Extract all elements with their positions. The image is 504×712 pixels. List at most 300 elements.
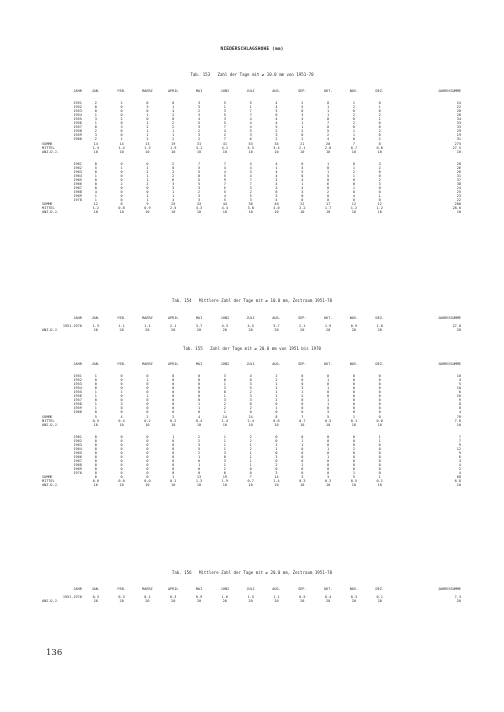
table-cell: 0.0 (92, 479, 99, 484)
table-cell: 0 (223, 390, 226, 395)
table-cell: 2 (223, 406, 226, 411)
table-cell: MAERZ (142, 89, 153, 93)
table-cell: 2 (352, 113, 355, 118)
table-cell: 9 (458, 442, 461, 447)
table-cell: 4 (223, 129, 226, 134)
table-cell: 1 (223, 382, 226, 387)
table-cell: 0 (172, 446, 175, 451)
table-cell: 6 (458, 390, 461, 395)
table-cell: 0 (352, 467, 355, 472)
table-cell: 0 (352, 189, 355, 194)
table-cell: OKT. (323, 362, 333, 366)
table-cell: 4 (301, 177, 304, 182)
table-cell: 3 (223, 117, 226, 122)
table-cell: 1 (94, 198, 97, 203)
table-cell: 1 (352, 165, 355, 170)
table-cell: 6 (120, 129, 123, 134)
table-cell: JAHRESSUMME (437, 89, 461, 93)
table-cell: 1 (172, 434, 175, 439)
row-label-cell: 1969 (73, 467, 82, 472)
row-label-cell: 1964 (73, 173, 82, 178)
table-cell: 0.5 (92, 418, 99, 423)
table-cell: 20 (196, 328, 202, 333)
table-cell: 3 (223, 374, 226, 379)
table-cell: 0 (197, 390, 201, 395)
table-cell: 0 (120, 386, 123, 391)
table-cell: 7 (197, 161, 201, 166)
table-cell: 3.8 (247, 206, 254, 211)
table-cell: 10 (145, 483, 150, 488)
table-cell: FEB. (117, 316, 126, 320)
table-cell: 0 (120, 394, 123, 399)
table-cell: 7.8 (454, 418, 461, 423)
table-cell: 4 (275, 121, 278, 126)
table-cell: 0 (197, 378, 201, 383)
table-cell: 0 (146, 161, 149, 166)
table-cell: 1 (275, 442, 278, 447)
row-label-cell: 1956 (73, 121, 82, 126)
table-cell: 24 (248, 414, 253, 419)
tab156-body (42, 587, 467, 603)
table-cell: 2 (223, 133, 226, 138)
table-cell: 0 (301, 446, 304, 451)
row-label-cell: 1955 (73, 117, 82, 122)
table-cell: 1 (378, 117, 381, 122)
table-cell: 5 (197, 169, 201, 174)
table-cell: 0 (120, 398, 123, 403)
table-cell: 2 (197, 434, 201, 439)
row-label-cell: 1961 (73, 161, 82, 166)
table-cell: 2 (352, 121, 355, 126)
table-cell: 2 (301, 394, 304, 399)
table-cell: 0 (94, 458, 97, 463)
table-cell: 1 (352, 101, 355, 106)
table-cell: 10 (377, 422, 382, 427)
table-cell: 7 (223, 137, 226, 142)
table-cell: 0 (327, 382, 330, 387)
table-cell: 19 (456, 133, 461, 138)
table-cell: 2 (197, 189, 201, 194)
table-cell: 0 (94, 446, 97, 451)
table-cell: 10 (93, 149, 98, 154)
table-cell: 3 (301, 165, 304, 170)
table-cell: 4 (223, 165, 226, 170)
table-cell: 0 (94, 467, 97, 472)
table-cell: 1 (94, 394, 97, 399)
table-cell: 2 (249, 434, 252, 439)
table-cell: 25 (171, 202, 176, 207)
row-label-cell: 1969 (73, 194, 82, 199)
table-cell: 2 (275, 374, 278, 379)
table-cell: 20 (351, 599, 357, 604)
table-cell: 0 (378, 450, 381, 455)
table-cell: 0 (378, 446, 381, 451)
table-cell: 0 (249, 410, 252, 415)
table-cell: 41 (222, 141, 227, 146)
table-cell: 0.9 (195, 595, 203, 600)
table-cell: JAHRESSUMME (437, 587, 461, 591)
table-cell: 0 (378, 382, 381, 387)
table-cell: 4 (458, 458, 461, 463)
table-cell: JAHRESSUMME (437, 362, 461, 366)
row-label-cell: ANZ.D.J. (42, 483, 59, 488)
table-cell: 4 (120, 414, 123, 419)
tab153-body (42, 89, 467, 214)
table-cell: 0 (120, 374, 123, 379)
table-cell: 10 (274, 422, 279, 427)
table-cell: 4 (249, 165, 252, 170)
table-cell: 0 (120, 161, 123, 166)
table-cell: 10 (93, 210, 98, 215)
table-cell: 0 (301, 398, 304, 403)
table-cell: 0 (146, 475, 149, 480)
table-cell: 8 (458, 406, 461, 411)
table-cell: 0 (146, 386, 149, 391)
table-cell: 24 (456, 101, 461, 106)
row-label-cell: MITTEL (42, 145, 55, 150)
table-cell: 4 (275, 198, 278, 203)
table-cell: 0 (120, 382, 123, 387)
table-cell: 1.9 (324, 324, 332, 329)
table-cell: 23 (456, 194, 461, 199)
table-cell: 5 (275, 125, 278, 130)
table-cell: 13 (145, 141, 150, 146)
table-cell: 4 (275, 181, 278, 186)
table-cell: 0 (352, 382, 355, 387)
table-cell: 5 (458, 382, 461, 387)
table-cell: 1 (352, 133, 355, 138)
table-cell: 1 (120, 137, 123, 142)
row-label-cell: 1951 (73, 374, 82, 379)
table-cell: 10 (222, 149, 227, 154)
table-cell: 3 (120, 125, 123, 130)
table-cell: 0 (197, 374, 201, 379)
table-cell: 0 (327, 374, 330, 379)
table-cell: 0 (172, 438, 175, 443)
table-cell: 0 (378, 198, 381, 203)
table-cell: FEB. (117, 362, 126, 366)
table-cell: JUNI (220, 362, 230, 366)
table-cell: 20 (222, 599, 227, 604)
table-cell: 8 (197, 173, 201, 178)
table-cell: 34 (456, 117, 461, 122)
tab153-table (42, 89, 467, 214)
table-cell: 10 (325, 210, 331, 215)
table-cell: 5 (223, 173, 226, 178)
table-cell: 0 (301, 133, 304, 138)
table-cell: 0 (352, 109, 355, 114)
table-cell: APRIL (167, 316, 179, 320)
table-cell: 0.7 (299, 418, 306, 423)
table-cell: 0 (172, 442, 175, 447)
table-cell: 0 (94, 169, 97, 174)
row-label-cell: 1960 (73, 410, 82, 415)
table-cell: 0.3 (324, 479, 332, 484)
table-cell: 20 (325, 599, 331, 604)
table-cell: 4 (327, 137, 330, 142)
table-cell: 3 (327, 475, 330, 480)
table-cell: 1.3 (144, 145, 151, 150)
table-cell: 7 (301, 414, 304, 419)
table-cell: 0.5 (299, 595, 306, 600)
table-cell: 2 (172, 137, 175, 142)
table-cell: 1 (301, 390, 304, 395)
table-cell: 3 (378, 161, 381, 166)
table-cell: 0.4 (118, 418, 125, 423)
table-cell: 10 (300, 483, 305, 488)
table-cell: 0 (94, 471, 97, 476)
table-cell: NOV. (349, 362, 359, 366)
table-cell: 0 (301, 458, 304, 463)
row-label-cell: 1970 (73, 198, 82, 203)
table-cell: 5 (301, 105, 304, 110)
table-cell: 28 (456, 161, 461, 166)
table-cell: 0 (378, 374, 381, 379)
table-row (42, 599, 467, 603)
table-cell: 0 (378, 398, 381, 403)
table-cell: 0 (378, 394, 381, 399)
table-cell: MAERZ (142, 587, 153, 591)
table-cell: 0 (352, 390, 355, 395)
table-cell: 1 (327, 169, 330, 174)
table-cell: 0 (378, 173, 381, 178)
row-label-cell: SUMME (42, 141, 53, 146)
table-cell: SEP. (298, 362, 307, 366)
table-cell: 29 (456, 129, 461, 134)
table-cell: 0 (120, 442, 123, 447)
table-cell: 8 (378, 141, 381, 146)
table-cell: 0 (146, 382, 149, 387)
table-cell: 20 (145, 328, 150, 333)
table-cell: 1.7 (324, 206, 332, 211)
table-cell: 5 (249, 101, 252, 106)
table-cell: 0 (197, 410, 201, 415)
table-cell: 4 (275, 101, 278, 106)
table-cell: 0 (120, 185, 123, 190)
table-cell: 5 (249, 386, 252, 391)
table-cell: 0 (146, 450, 149, 455)
table-cell: 3 (197, 101, 201, 106)
table-cell: 4 (197, 414, 201, 419)
row-label-cell: 1951 (73, 101, 82, 106)
table-cell: 3 (275, 133, 278, 138)
table-cell: 2 (327, 133, 330, 138)
table-cell: 0.0 (144, 479, 151, 484)
table-cell: 53 (248, 141, 253, 146)
table-cell: 0 (378, 462, 381, 467)
table-cell: 1 (197, 462, 201, 467)
table-cell: 1 (301, 181, 304, 186)
table-cell: 0 (146, 185, 149, 190)
table-cell: 10 (248, 149, 253, 154)
table-cell: 1 (327, 378, 330, 383)
table-cell: 20 (325, 328, 331, 333)
table-cell: 0 (301, 109, 304, 114)
table-cell: 1 (249, 462, 252, 467)
table-cell: 6.8 (454, 479, 461, 484)
table-cell: 2 (301, 137, 304, 142)
table-cell: 2 (378, 137, 381, 142)
table-cell: 0 (275, 450, 278, 455)
table-cell: OKT. (323, 587, 333, 591)
table-cell: 0 (352, 398, 355, 403)
table-cell: 20 (248, 599, 253, 604)
table-row (42, 328, 467, 332)
table-cell: 0 (327, 101, 330, 106)
table-cell: DEZ. (375, 89, 384, 93)
table-cell: 5 (327, 129, 330, 134)
table-cell: 10 (456, 394, 461, 399)
table-cell: 0 (327, 194, 330, 199)
table-cell: 2 (352, 169, 355, 174)
row-label-cell: 1968 (73, 462, 82, 467)
table-cell: 0 (172, 471, 175, 476)
table-cell: 3 (197, 105, 201, 110)
table-cell: 2 (249, 438, 252, 443)
table-cell: 3 (301, 113, 304, 118)
table-cell: 0 (172, 398, 175, 403)
table-cell: 4 (275, 117, 278, 122)
table-cell: 10 (171, 210, 176, 215)
table-cell: 7 (223, 125, 226, 130)
table-cell: 1 (223, 442, 226, 447)
table-cell: 1 (94, 374, 97, 379)
table-cell: 1 (146, 133, 149, 138)
table-cell: 19 (222, 475, 227, 480)
table-cell: 0.7 (350, 145, 358, 150)
table-cell: 0 (172, 386, 175, 391)
table-cell: 0 (172, 378, 175, 383)
table-cell: 5 (223, 185, 226, 190)
table-cell: 6 (249, 137, 252, 142)
table-cell: 0 (378, 414, 381, 419)
table-cell: 1 (197, 406, 201, 411)
table-cell: 0.3 (299, 479, 306, 484)
row-label-cell: ANZ.D.J. (42, 149, 59, 154)
table-cell: 3 (249, 394, 252, 399)
table-cell: 1 (275, 390, 278, 395)
table-cell: 1 (327, 109, 330, 114)
table-cell: 2 (172, 173, 175, 178)
table-cell: 10 (300, 422, 305, 427)
table-cell: 0.8 (273, 418, 280, 423)
row-label-cell: ANZ.D.J. (42, 328, 59, 333)
row-label-cell: JAHR (73, 362, 82, 366)
table-cell: 0 (146, 462, 149, 467)
table-cell: 3.1 (195, 145, 203, 150)
table-cell: 10 (456, 422, 461, 427)
table-cell: 0 (352, 458, 355, 463)
table-cell: 43 (196, 202, 202, 207)
table-cell: 4 (172, 109, 175, 114)
summary-row (42, 210, 467, 214)
table-cell: FEB. (117, 587, 126, 591)
table-cell: 0 (94, 434, 97, 439)
table-cell: 10 (119, 483, 124, 488)
table-cell: 0 (120, 462, 123, 467)
table-cell: 5 (223, 189, 226, 194)
table-cell: 275 (454, 141, 461, 146)
table-cell: 0.2 (170, 418, 177, 423)
table-cell: 1 (301, 121, 304, 126)
table-cell: 7 (249, 109, 252, 114)
table-cell: 0.3 (170, 595, 177, 600)
table-cell: 27.8 (452, 324, 461, 329)
table-cell: 0 (197, 467, 201, 472)
row-label-cell: 1967 (73, 458, 82, 463)
table-cell: 0 (275, 410, 278, 415)
table-cell: 0 (120, 109, 123, 114)
table-cell: 0 (172, 374, 175, 379)
table-cell: 10 (300, 149, 305, 154)
table-cell: 0.1 (376, 479, 383, 484)
table-cell: 1 (172, 194, 175, 199)
table-cell: 0 (352, 177, 355, 182)
table-cell: 1 (352, 129, 355, 134)
row-label-cell: ANZ.D.J. (42, 422, 59, 427)
table-cell: SEP. (298, 316, 307, 320)
table-cell: 3.7 (195, 324, 203, 329)
table-cell: 0.0 (118, 479, 125, 484)
table-cell: 8 (275, 414, 278, 419)
table-cell: 1.5 (247, 595, 254, 600)
table-cell: 3 (275, 194, 278, 199)
table-cell: 2 (249, 446, 252, 451)
table-cell: 22 (300, 202, 305, 207)
table-cell: 2 (146, 181, 149, 186)
table-cell: 3 (197, 133, 201, 138)
table-cell: 21 (300, 141, 305, 146)
table-cell: 0 (197, 382, 201, 387)
table-cell: 3 (301, 189, 304, 194)
table-cell: 0 (352, 374, 355, 379)
table-cell: 5 (197, 446, 201, 451)
table-cell: NOV. (349, 587, 359, 591)
table-cell: 4 (94, 189, 97, 194)
table-cell: DEZ. (375, 362, 384, 366)
table-cell: 5 (223, 121, 226, 126)
table-cell: 3 (275, 454, 278, 459)
table-cell: 0.1 (350, 418, 358, 423)
table-cell: 1.4 (118, 145, 125, 150)
table-cell: DEZ. (375, 316, 384, 320)
row-label-cell: 1963 (73, 442, 82, 447)
table-cell: SEP. (298, 89, 307, 93)
table-cell: 7 (352, 141, 355, 146)
table-cell: 1 (223, 410, 226, 415)
table-cell: 3 (249, 169, 252, 174)
table-cell: 9 (458, 398, 461, 403)
tab156-table (42, 587, 467, 603)
table-cell: 1 (275, 165, 278, 170)
table-cell: 20 (377, 328, 382, 333)
table-cell: 3 (172, 181, 175, 186)
table-cell: 2 (94, 101, 97, 106)
table-cell: 10 (300, 210, 305, 215)
table-cell: 14 (222, 414, 227, 419)
table-cell: 10 (456, 386, 461, 391)
table-cell: 0 (327, 125, 330, 130)
table-cell: 1 (327, 446, 330, 451)
table-cell: 5 (352, 475, 355, 480)
table-cell: 20 (377, 599, 382, 604)
table-cell: 0 (275, 458, 278, 463)
table-cell: 0 (275, 434, 278, 439)
table-cell: 7 (249, 475, 252, 480)
table-cell: 0 (327, 177, 330, 182)
row-label-cell: 1966 (73, 181, 82, 186)
page-number: 136 (46, 648, 63, 658)
